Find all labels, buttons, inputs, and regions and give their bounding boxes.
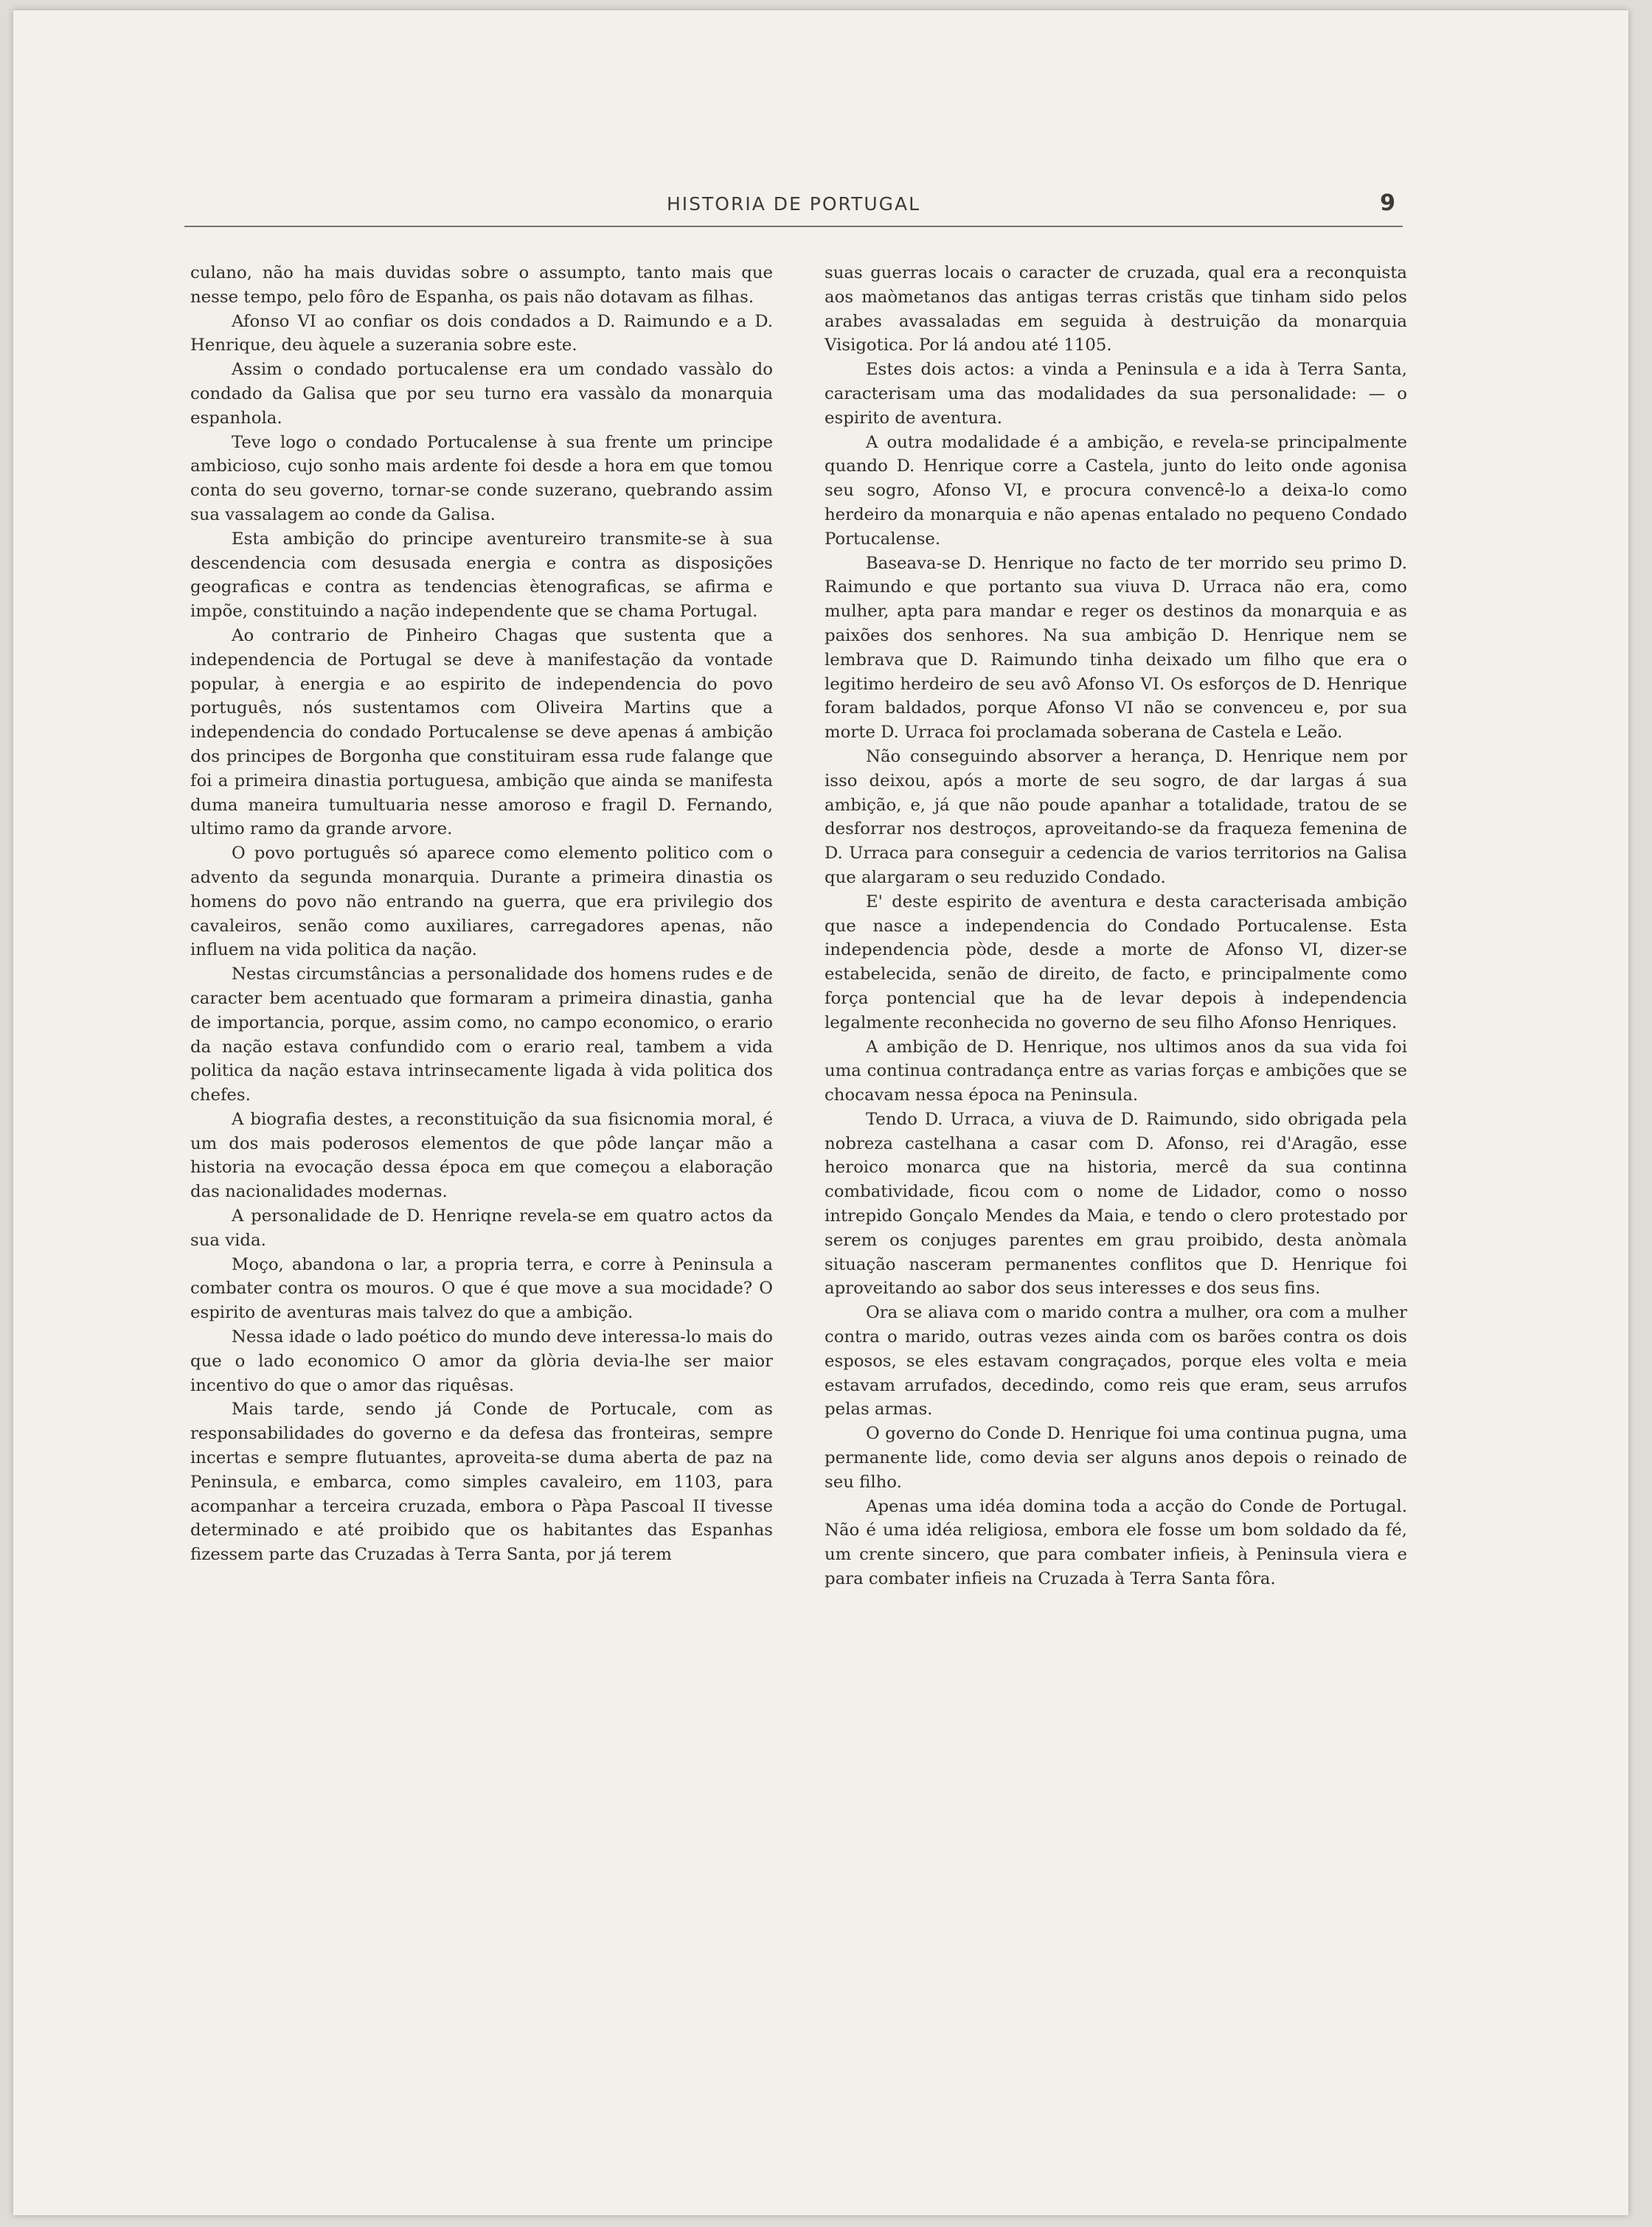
paragraph: Afonso VI ao confiar os dois condados a D. Raimundo e a D. Henrique, deu àquele a suzerania sobre este.: [190, 311, 773, 355]
running-header: [184, 190, 1403, 227]
paragraph: culano, não ha mais duvidas sobre o assumpto, tanto mais que nesse tempo, pelo fôro de Espanha, os pais não dotavam as filhas.: [190, 263, 773, 307]
paragraph: Moço, abandona o lar, a propria terra, e corre à Peninsula a combater contra os mouros. O que é que move a sua mocidade? O espirito de aventuras mais talvez do que a ambição.: [190, 1254, 773, 1323]
paragraph: Estes dois actos: a vinda a Peninsula e a ida à Terra Santa, caracterisam uma das modalidades da sua personalidade: — o espirito de aventura.: [825, 360, 1407, 428]
paragraph: Esta ambição do principe aventureiro transmite-se à sua descendencia com desusada energia e contra as disposições geograficas e contra as tendencias ètenograficas, se afirma e impõe, constituindo a nação independente que se chama Portugal.: [190, 529, 773, 622]
running-title: HISTORIA DE PORTUGAL: [666, 193, 921, 215]
paragraph: Não conseguindo absorver a herança, D. Henrique nem por isso deixou, após a morte de seu sogro, de dar largas á sua ambição, e, já que não poude apanhar a totalidade, tratou de se desforrar nos destroços, aproveitando-se da fraqueza femenina de D. Urraca para conseguir a cedencia de varios territorios na Galisa que alargaram o seu reduzido Condado.: [825, 746, 1407, 887]
paragraph: E' deste espirito de aventura e desta caracterisada ambição que nasce a independencia do Condado Portucalense. Esta independencia pòde, desde a morte de Afonso VI, dizer-se estabelecida, senão de direito, de facto, e principalmente como força pontencial que ha de levar depois à independencia legalmente reconhecida no governo de seu filho Afonso Henriques.: [825, 892, 1407, 1032]
paragraph: Nestas circumstâncias a personalidade dos homens rudes e de caracter bem acentuado que formaram a primeira dinastia, ganha de importancia, porque, assim como, no campo economico, o erario da nação estava confundido com o erario real, tambem a vida politica da nação estava intrinsecamente ligada à vida politica dos chefes.: [190, 965, 773, 1105]
paragraph: A biografia destes, a reconstituição da sua fisicnomia moral, é um dos mais poderosos elementos de que pôde lançar mão a historia na evocação dessa época em que começou a elaboração das nacionalidades modernas.: [190, 1109, 773, 1202]
paragraph: Nessa idade o lado poético do mundo deve interessa-lo mais do que o lado economico O amor da glòria devia-lhe ser maior incentivo do que o amor das riquêsas.: [190, 1327, 773, 1395]
paragraph: suas guerras locais o caracter de cruzada, qual era a reconquista aos maòmetanos das antigas terras cristãs que tinham sido pelos arabes avassaladas em seguida à destruição da monarquia Visigotica. Por lá andou até 1105.: [825, 263, 1407, 355]
paragraph: A personalidade de D. Henriqne revela-se em quatro actos da sua vida.: [190, 1206, 773, 1250]
paragraph: Ora se aliava com o marido contra a mulher, ora com a mulher contra o marido, outras vezes ainda com os barões contra os dois esposos, se eles estavam congraçados, porque eles volta e meia estavam arrufados, decedindo, como reis que eram, seus arrufos pelas armas.: [825, 1303, 1407, 1420]
paragraph: A ambição de D. Henrique, nos ultimos anos da sua vida foi uma continua contradança entre as varias forças e ambições que se chocavam nessa época na Peninsula.: [825, 1037, 1407, 1105]
paragraph: Tendo D. Urraca, a viuva de D. Raimundo, sido obrigada pela nobreza castelhana a casar com D. Afonso, rei d'Aragão, esse heroico monarca que na historia, mercê da sua continna combatividade, ficou com o nome de Lidador, como o nosso intrepido Gonçalo Mendes da Maia, e tendo o clero protestado por serem os conjuges parentes em grau proibido, desta anòmala situação nasceram permanentes conflitos que D. Henrique foi aproveitando ao sabor dos seus interesses e dos seus fins.: [825, 1109, 1407, 1299]
left-text-column: [190, 261, 773, 1567]
paragraph: Mais tarde, sendo já Conde de Portucale, com as responsabilidades do governo e da defesa das fronteiras, sempre incertas e sempre flutuantes, aproveita-se duma aberta de paz na Peninsula, e embarca, como simples cavaleiro, em 1103, para acompanhar a terceira cruzada, embora o Pàpa Pascoal II tivesse determinado e até proibido que os habitantes das Espanhas fizessem parte das Cruzadas à Terra Santa, por já terem: [190, 1400, 773, 1565]
page-number: 9: [1380, 190, 1395, 216]
page-sheet: [13, 10, 1628, 2215]
paragraph: Apenas uma idéa domina toda a acção do Conde de Portugal. Não é uma idéa religiosa, embora ele fosse um bom soldado da fé, um crente sincero, que para combater infieis, à Peninsula viera e para combater infieis na Cruzada à Terra Santa fôra.: [825, 1496, 1407, 1589]
paragraph: O povo português só aparece como elemento politico com o advento da segunda monarquia. Durante a primeira dinastia os homens do povo não entrando na guerra, que era privilegio dos cavaleiros, senão como auxiliares, carregadores apenas, não influem na vida politica da nação.: [190, 844, 773, 960]
paragraph: O governo do Conde D. Henrique foi uma continua pugna, uma permanente lide, como devia ser alguns anos depois o reinado de seu filho.: [825, 1424, 1407, 1492]
paragraph: Teve logo o condado Portucalense à sua frente um principe ambicioso, cujo sonho mais ardente foi desde a hora em que tomou conta do seu governo, tornar-se conde suzerano, quebrando assim sua vassalagem ao conde da Galisa.: [190, 432, 773, 524]
paragraph: Baseava-se D. Henrique no facto de ter morrido seu primo D. Raimundo e que portanto sua viuva D. Urraca não era, como mulher, apta para mandar e reger os destinos da monarquia e as paixões dos senhores. Na sua ambição D. Henrique nem se lembrava que D. Raimundo tinha deixado um filho que era o legitimo herdeiro de seu avô Afonso VI. Os esforços de D. Henrique foram baldados, porque Afonso VI não se convenceu e, por sua morte D. Urraca foi proclamada soberana de Castela e Leão.: [825, 553, 1407, 743]
paragraph: Ao contrario de Pinheiro Chagas que sustenta que a independencia de Portugal se deve à manifestação da vontade popular, à energia e ao espirito de independencia do povo português, nós sustentamos com Oliveira Martins que a independencia do condado Portucalense se deve apenas á ambição dos principes de Borgonha que constituiram essa rude falange que foi a primeira dinastia portuguesa, ambição que ainda se manifesta duma maneira tumultuaria nesse amoroso e fragil D. Fernando, ultimo ramo da grande arvore.: [190, 625, 773, 839]
right-text-column: [825, 261, 1407, 1591]
paragraph: A outra modalidade é a ambição, e revela-se principalmente quando D. Henrique corre a Castela, junto do leito onde agonisa seu sogro, Afonso VI, e procura convencê-lo a deixa-lo como herdeiro da monarquia e não apenas entalado no pequeno Condado Portucalense.: [825, 432, 1407, 549]
paragraph: Assim o condado portucalense era um condado vassàlo do condado da Galisa que por seu turno era vassàlo da monarquia espanhola.: [190, 360, 773, 428]
